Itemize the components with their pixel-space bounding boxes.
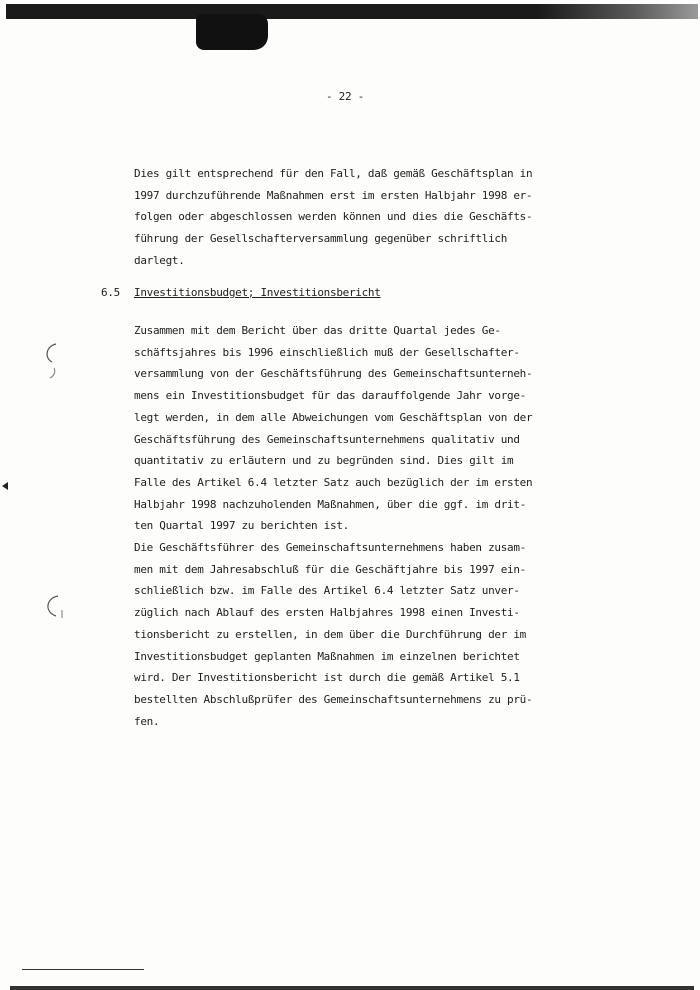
paragraph-3-line: fen.	[134, 714, 160, 728]
redaction-block	[196, 14, 268, 50]
footnote-rule	[22, 969, 144, 970]
scan-bottom-border	[10, 986, 694, 990]
paragraph-2-line: ten Quartal 1997 zu berichten ist.	[134, 519, 349, 533]
paragraph-2-line: legt werden, in dem alle Abweichungen vom Geschäftsplan von der	[134, 410, 533, 424]
paragraph-1-line: führung der Gesellschafterversammlung gegenüber schriftlich	[134, 232, 508, 246]
paragraph-2	[134, 320, 574, 537]
scan-top-border-fade	[538, 4, 698, 19]
paragraph-1	[134, 163, 574, 272]
paragraph-3-line: wird. Der Investitionsbericht ist durch die gemäß Artikel 5.1	[134, 671, 520, 685]
punch-hole-mark-upper	[40, 340, 64, 380]
paragraph-2-line: Zusammen mit dem Bericht über das dritte Quartal jedes Ge-	[134, 324, 501, 337]
paragraph-2-line: quantitativ zu erläutern und zu begründen sind. Dies gilt im	[134, 454, 514, 468]
section-title: Investitionsbudget; Investitionsbericht	[134, 286, 381, 299]
left-margin-arrow	[2, 482, 8, 490]
paragraph-2-line: Geschäftsführung des Gemeinschaftsunternehmens qualitativ und	[134, 432, 520, 446]
paragraph-1-line: Dies gilt entsprechend für den Fall, daß gemäß Geschäftsplan in	[134, 167, 533, 180]
paragraph-2-line: versammlung von der Geschäftsführung des Gemeinschaftsunterneh-	[134, 367, 533, 381]
paragraph-2-line: Halbjahr 1998 nachzuholenden Maßnahmen, über die ggf. im drit-	[134, 497, 526, 511]
paragraph-3-line: men mit dem Jahresabschluß für die Geschäftjahre bis 1997 ein-	[134, 562, 526, 576]
paragraph-1-line: darlegt.	[134, 253, 185, 267]
paragraph-2-line: schäftsjahres bis 1996 einschließlich muß der Gesellschafter-	[134, 345, 520, 359]
scan-top-border	[6, 4, 698, 19]
paragraph-1-line: 1997 durchzuführende Maßnahmen erst im ersten Halbjahr 1998 er-	[134, 188, 533, 202]
paragraph-3	[134, 537, 574, 732]
page-number: - 22 -	[326, 90, 364, 103]
section-number: 6.5	[101, 286, 120, 299]
paragraph-3-line: Investitionsbudget geplanten Maßnahmen im einzelnen berichtet	[134, 649, 520, 663]
paragraph-1-line: folgen oder abgeschlossen werden können und dies die Geschäfts-	[134, 210, 533, 224]
paragraph-3-line: Die Geschäftsführer des Gemeinschaftsunternehmens haben zusam-	[134, 541, 526, 554]
punch-hole-mark-lower	[40, 592, 68, 628]
paragraph-3-line: bestellten Abschlußprüfer des Gemeinschaftsunternehmens zu prü-	[134, 692, 533, 706]
paragraph-3-line: tionsbericht zu erstellen, in dem über die Durchführung der im	[134, 627, 526, 641]
paragraph-3-line: schließlich bzw. im Falle des Artikel 6.4 letzter Satz unver-	[134, 584, 520, 598]
paragraph-2-line: Falle des Artikel 6.4 letzter Satz auch bezüglich der im ersten	[134, 475, 533, 489]
paragraph-3-line: züglich nach Ablauf des ersten Halbjahres 1998 einen Investi-	[134, 606, 520, 620]
paragraph-2-line: mens ein Investitionsbudget für das darauffolgende Jahr vorge-	[134, 389, 526, 403]
